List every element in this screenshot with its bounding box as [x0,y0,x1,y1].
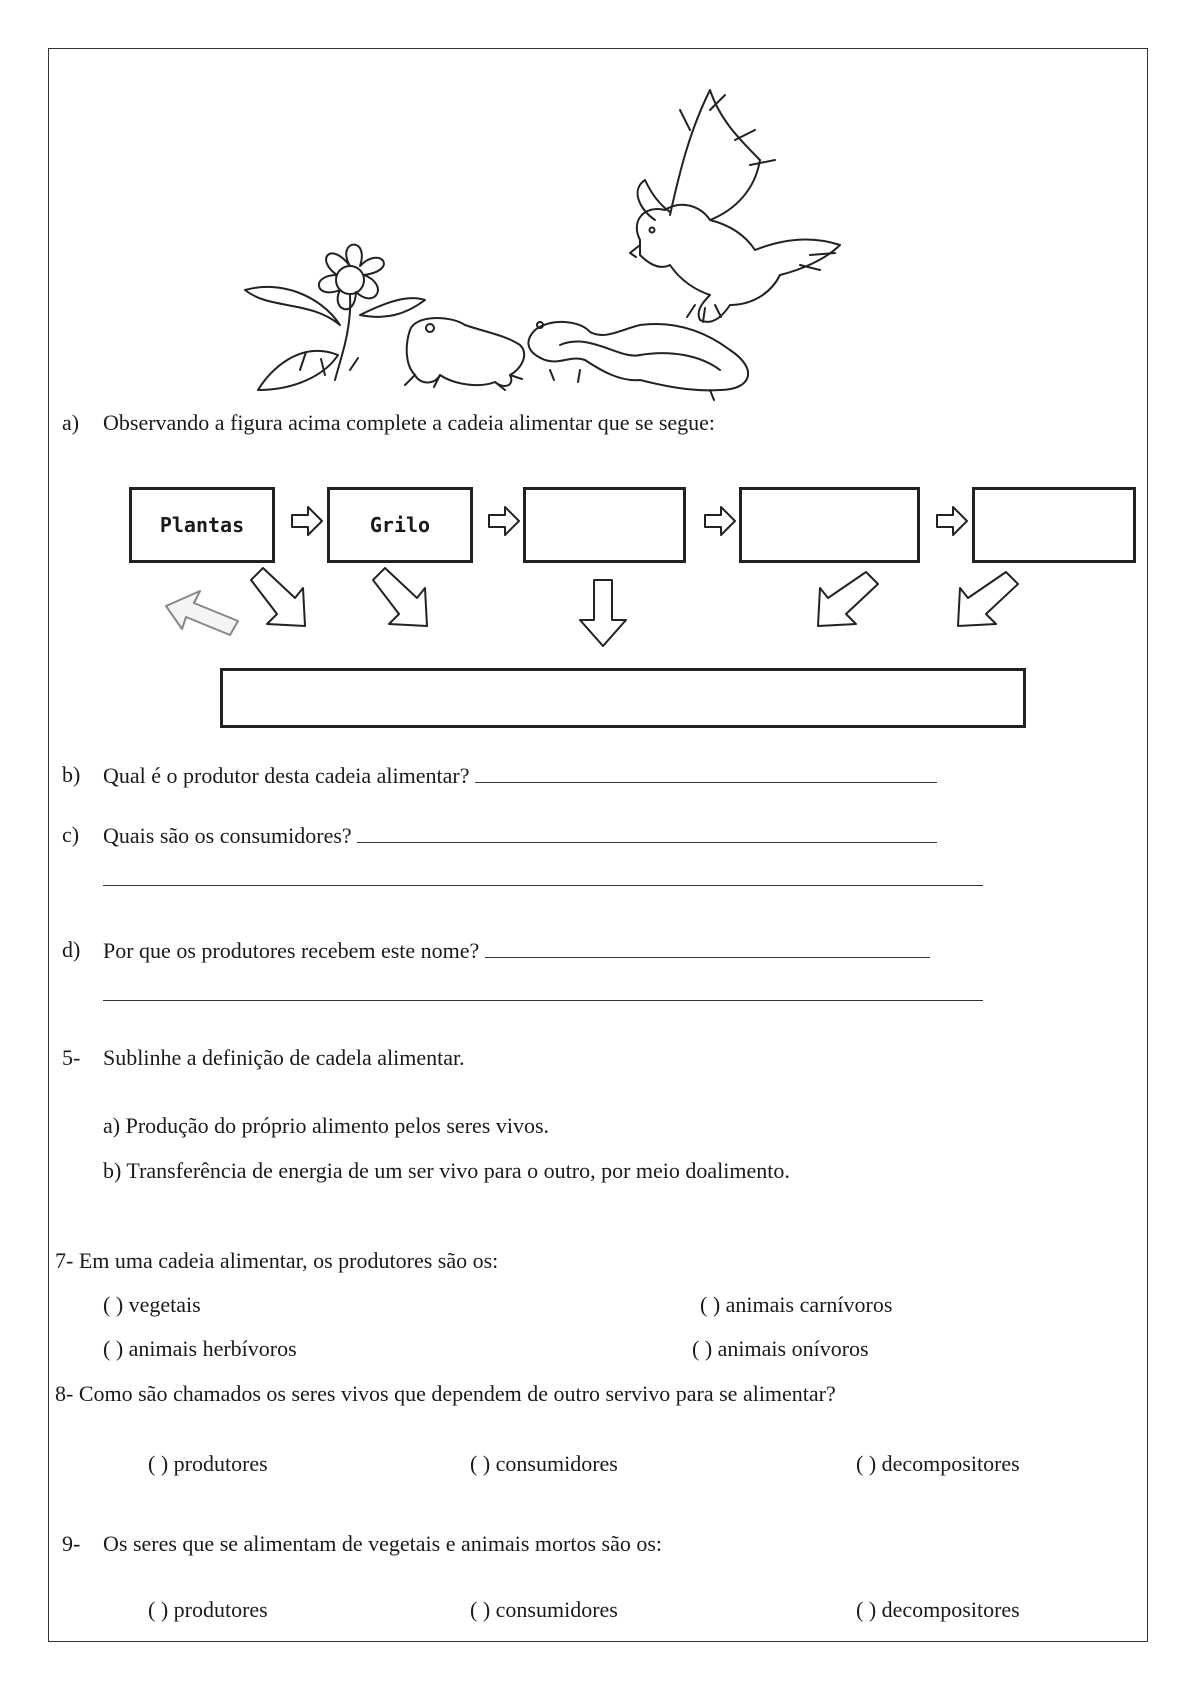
part-c-marker: c) [62,822,80,847]
q5-option-a[interactable]: a) Produção do próprio alimento pelos seres vivos. [103,1113,550,1138]
chain-box-2-label: Grilo [369,513,431,537]
part-d-answer-line-1[interactable] [485,937,930,958]
part-c-line [103,822,937,849]
part-b-line [103,762,937,789]
up-left-arrow-icon [166,591,238,635]
q8-option-produtores[interactable]: ( ) produtores [148,1451,268,1476]
q7-question: 7- Em uma cadeia alimentar, os produtores são os: [55,1248,499,1273]
down-left-arrow-icon [958,572,1018,626]
q9-question: Os seres que se alimentam de vegetais e animais mortos são os: [103,1531,663,1556]
decomposer-box[interactable] [220,668,1026,728]
part-c-answer-line-2[interactable] [103,885,983,886]
part-c-answer-line-1[interactable] [357,822,937,843]
q7-option-herbivoros[interactable]: ( ) animais herbívoros [103,1336,297,1361]
right-arrow-icon [705,507,735,535]
part-a-marker: a) [62,410,80,435]
q5-marker: 5- [62,1045,81,1070]
down-right-arrow-icon [373,568,427,626]
part-b-marker: b) [62,762,81,787]
part-d-line [103,937,930,964]
part-d-marker: d) [62,937,81,962]
right-arrow-icon [489,507,519,535]
q7-option-carnivoros[interactable]: ( ) animais carnívoros [700,1292,893,1317]
right-arrow-icon [292,507,322,535]
q5-option-b[interactable]: b) Transferência de energia de um ser vivo para o outro, por meio doalimento. [103,1158,790,1183]
part-c-question: Quais são os consumidores? [103,823,352,848]
q8-option-consumidores[interactable]: ( ) consumidores [470,1451,618,1476]
q9-marker: 9- [62,1531,81,1556]
q8-question: 8- Como são chamados os seres vivos que dependem de outro servivo para se alimentar? [55,1381,836,1406]
chain-box-1-label: Plantas [159,513,245,537]
q7-option-onivoros[interactable]: ( ) animais onívoros [692,1336,869,1361]
part-b-answer-line[interactable] [475,762,937,783]
down-arrow-icon [580,580,626,646]
q9-option-consumidores[interactable]: ( ) consumidores [470,1597,618,1622]
chain-arrows [0,0,1190,760]
q8-option-decompositores[interactable]: ( ) decompositores [856,1451,1020,1476]
part-d-answer-line-2[interactable] [103,1000,983,1001]
q5-question: Sublinhe a definição de cadela alimentar. [103,1045,465,1070]
part-a-question: Observando a figura acima complete a cadeia alimentar que se segue: [103,410,716,435]
right-arrow-icon [937,507,967,535]
part-d-question: Por que os produtores recebem este nome? [103,938,480,963]
q9-option-produtores[interactable]: ( ) produtores [148,1597,268,1622]
part-b-question: Qual é o produtor desta cadeia alimentar? [103,763,470,788]
q7-option-vegetais[interactable]: ( ) vegetais [103,1292,201,1317]
down-left-arrow-icon [818,572,878,626]
down-right-arrow-icon [251,568,305,626]
q9-option-decompositores[interactable]: ( ) decompositores [856,1597,1020,1622]
